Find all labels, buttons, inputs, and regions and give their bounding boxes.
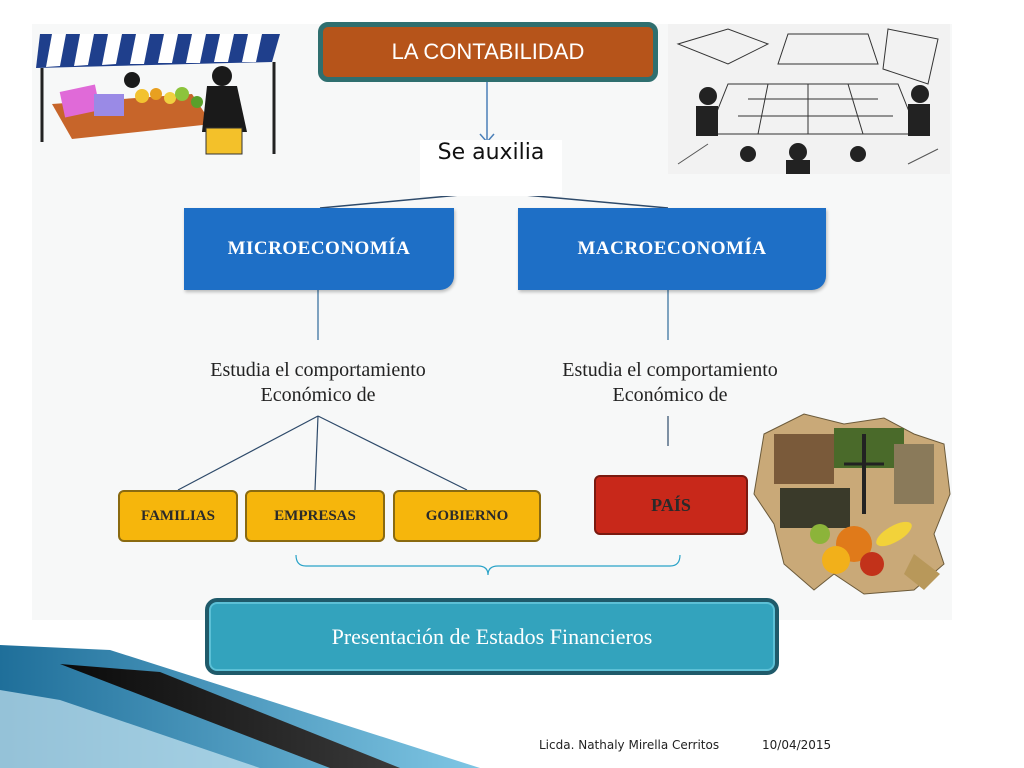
microeconomia-label: MICROECONOMÍA: [227, 238, 411, 259]
gobierno-label: GOBIERNO: [425, 507, 509, 524]
empresas-label: EMPRESAS: [274, 507, 356, 524]
familias-label: FAMILIAS: [141, 507, 215, 524]
macroeconomia-label: MACROECONOMÍA: [577, 238, 767, 259]
connector-label: Se auxilia: [420, 140, 562, 196]
pais-label: PAÍS: [651, 494, 691, 515]
macro-study-line2: Económico de: [612, 384, 728, 406]
footer-date: 10/04/2015: [762, 738, 832, 752]
estados-financieros-label: Presentación de Estados Financieros: [331, 623, 653, 649]
title-text: LA CONTABILIDAD: [391, 39, 585, 64]
micro-study-line2: Económico de: [260, 384, 376, 406]
macro-study-line1: Estudia el comportamiento: [562, 359, 778, 381]
micro-study-line1: Estudia el comportamiento: [210, 359, 426, 381]
footer-author: Licda. Nathaly Mirella Cerritos: [539, 738, 720, 752]
